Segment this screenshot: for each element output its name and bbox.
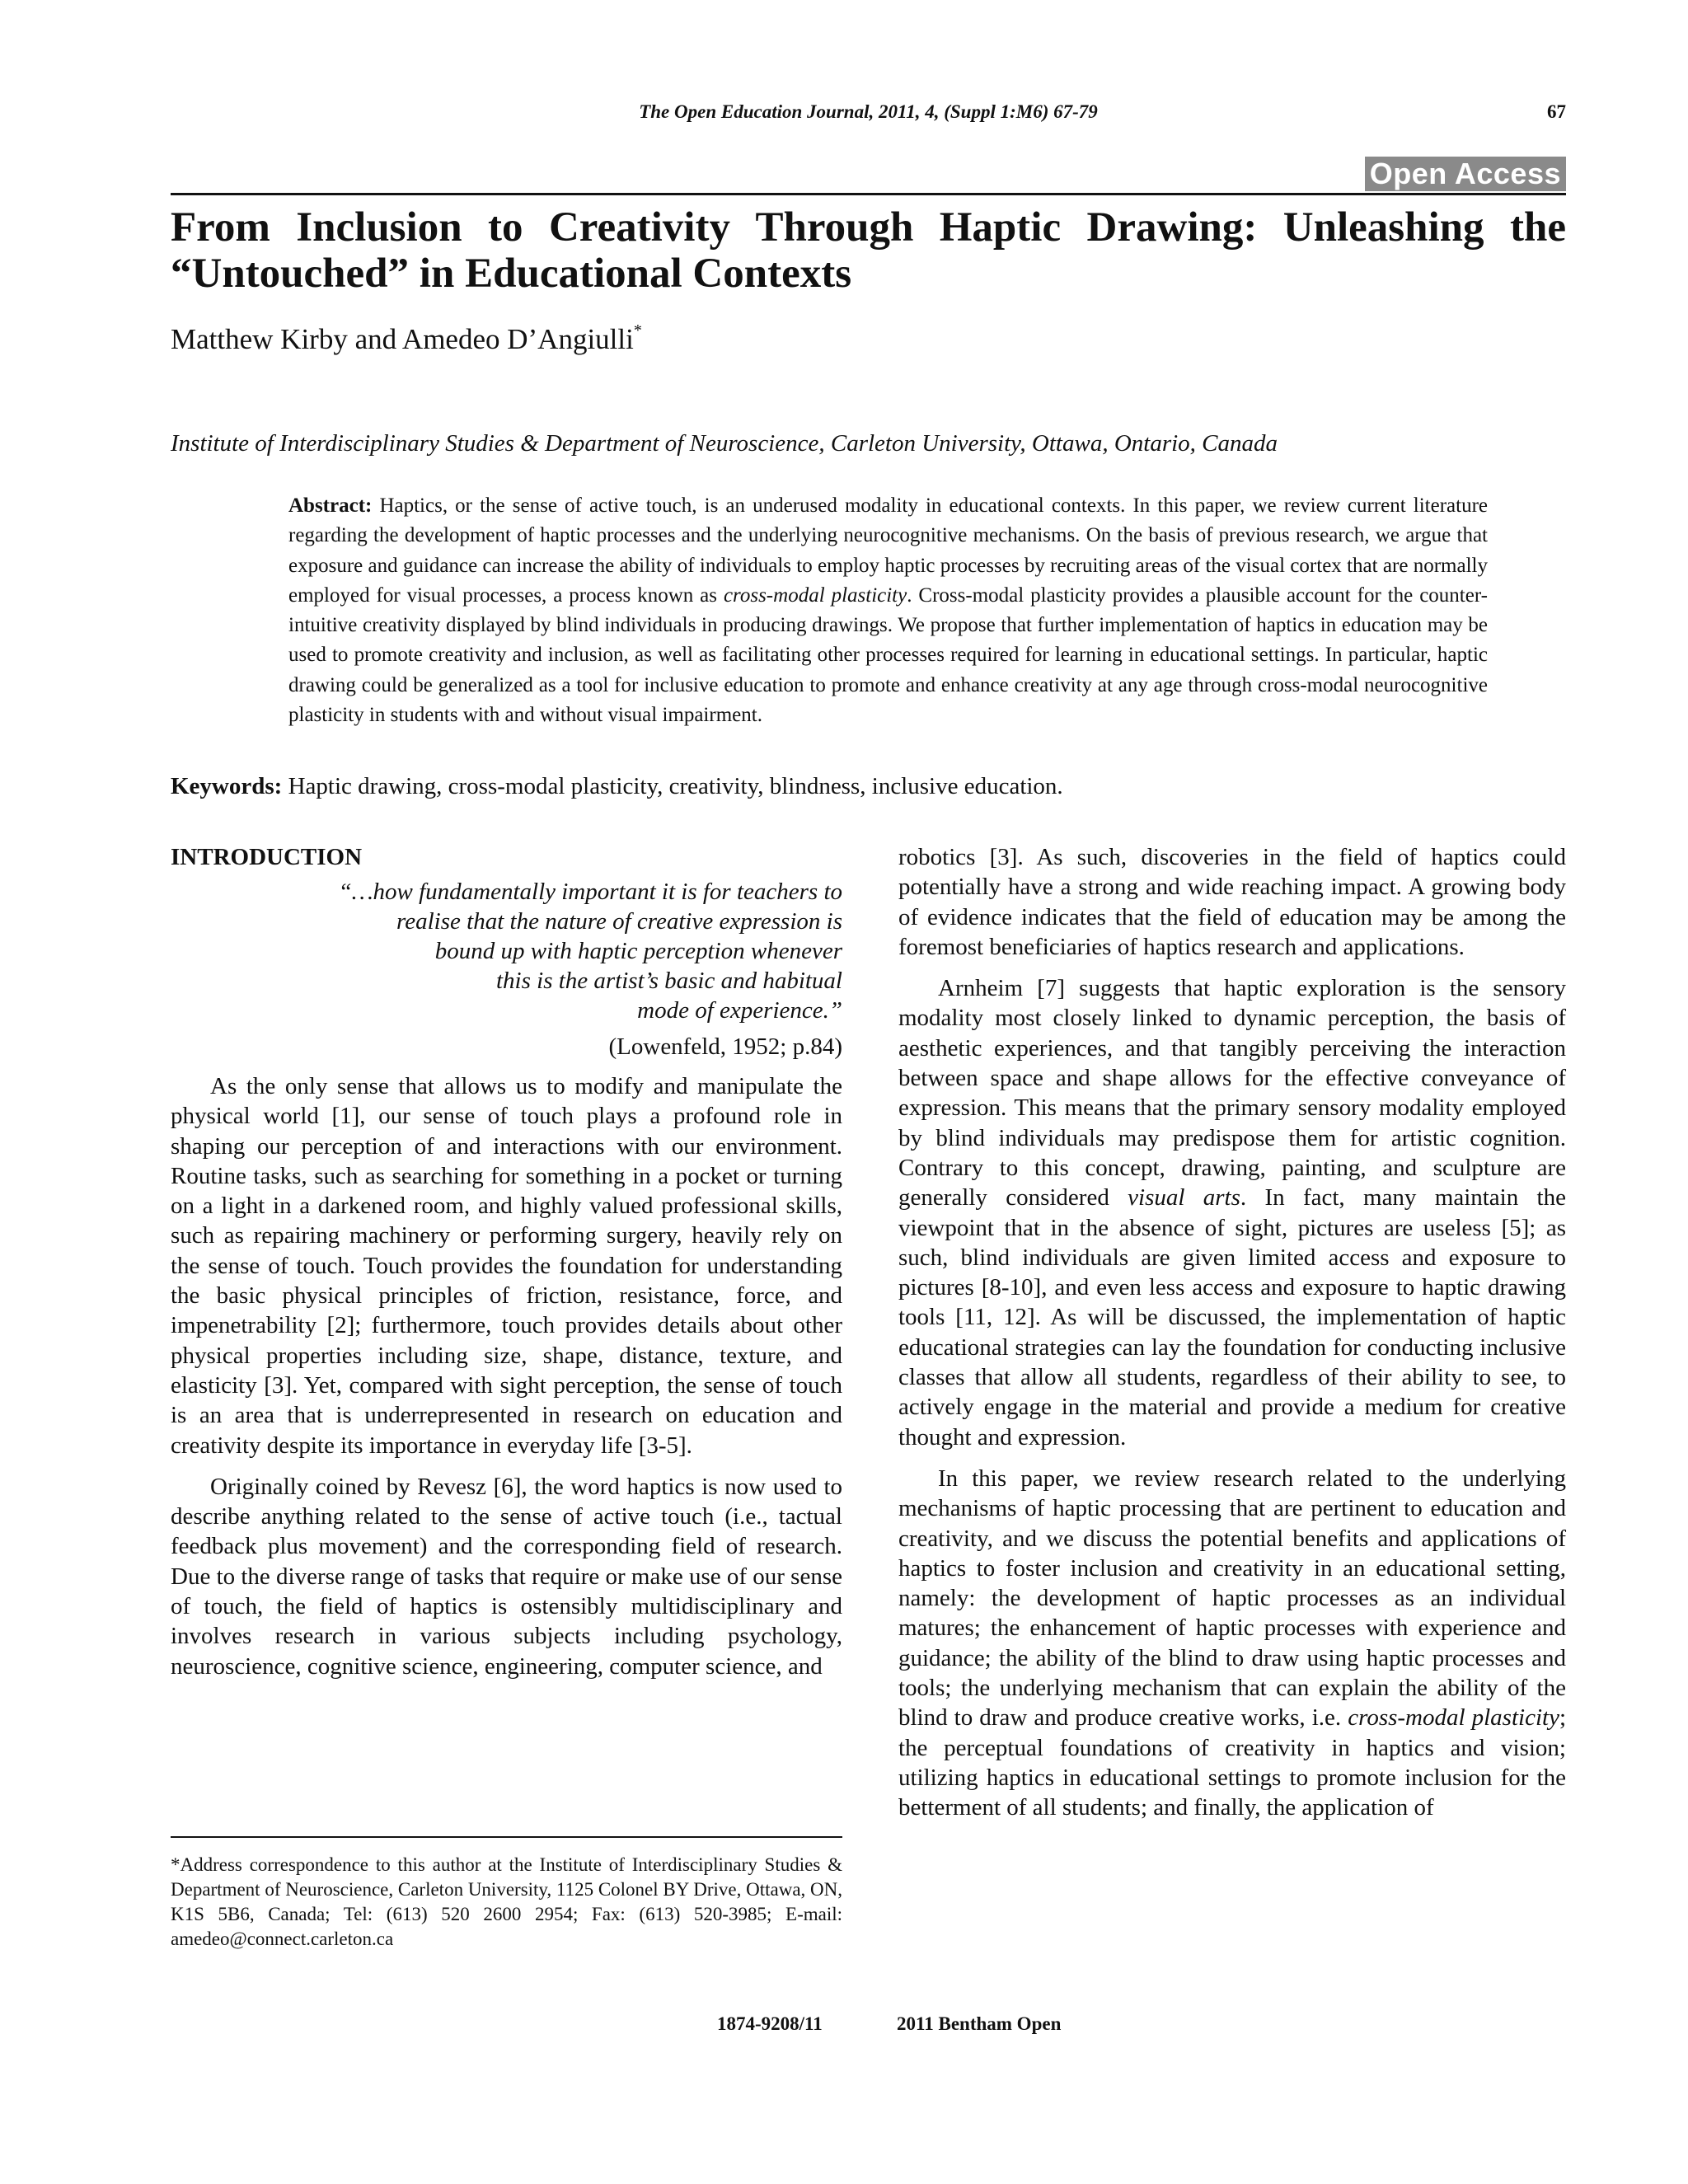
section-heading-introduction: INTRODUCTION <box>171 844 363 870</box>
abstract <box>288 491 1488 730</box>
footnote-rule <box>171 1836 842 1838</box>
para-text: In this paper, we review research related to the underlying mechanisms of haptic processing that are pertinent to education and creativity, and we discuss the potential benefits and applications of haptics to foster inclusion and creativity in an educational setting, namely: the development of haptic processes as an individual matures; the enhancement of haptic processes with experience and guidance; the ability of the blind to draw using haptic processes and tools; the underlying mechanism that can explain the ability of the blind to draw and produce creative works, i.e. <box>898 1465 1566 1732</box>
keywords <box>171 771 1566 801</box>
emphasis-visual-arts: visual arts <box>1128 1184 1240 1212</box>
epigraph-source: (Lowenfeld, 1952; p.84) <box>608 1033 842 1060</box>
author-list <box>171 321 642 358</box>
para-text: ; the perceptual foundations of creativity in haptics and vision; utilizing haptics in educational settings to promote inclusion for the betterment of all students; and finally, the application of <box>898 1704 1566 1821</box>
para-text: Arnheim [7] suggests that haptic exploration is the sensory modality most closely linked to dynamic perception, the basis of aesthetic experiences, and that tangibly perceiving the interaction between space and shape allows for the effective conveyance of expression. This means that the primary sensory modality employed by blind individuals may predispose them for artistic cognition. Contrary to this concept, drawing, painting, and sculpture are generally considered <box>898 975 1566 1212</box>
paper-title: From Inclusion to Creativity Through Haptic Drawing: Unleashing the “Untouched” in Educational Contexts <box>171 204 1566 297</box>
para-text: . In fact, many maintain the viewpoint that in the absence of sight, pictures are useless [5]; as such, blind individuals are given limited access and exposure to pictures [8-10], and even less access and exposure to haptic drawing tools [11, 12]. As will be discussed, the implementation of haptic educational strategies can lay the foundation for conducting inclusive classes that allow all students, regardless of their ability to see, to actively engage in the material and provide a medium for creative thought and expression. <box>898 1184 1566 1451</box>
open-access-badge: Open Access <box>1365 157 1566 191</box>
epigraph-line: mode of experience.” <box>637 997 842 1024</box>
intro-paragraph-1: As the only sense that allows us to modify and manipulate the physical world [1], our sense of touch plays a profound role in shaping our perception of and interactions with our environment. Routine tasks, such as searching for something in a pocket or turning on a light in a darkened room, and highly valued professional skills, such as repairing machinery or performing surgery, heavily rely on the sense of touch. Touch provides the foundation for understanding the basic physical principles of friction, resistance, force, and impenetrability [2]; furthermore, touch provides details about other physical properties including size, shape, distance, texture, and elasticity [3]. Yet, compared with sight perception, the sense of touch is an area that is underrepresented in research on education and creativity despite its importance in everyday life [3-5]. <box>171 1073 842 1459</box>
correspondence-footnote: *Address correspondence to this author at the Institute of Interdisciplinary Studies & Department of Neuroscience, Carleton University, 1125 Colonel BY Drive, Ottawa, ON, K1S 5B6, Canada; Tel: (613) 520 2600 2954; Fax: (613) 520-3985; E-mail: amedeo@connect.carleton.ca <box>171 1854 843 1949</box>
journal-citation: The Open Education Journal, 2011, 4, (Suppl 1:M6) 67-79 <box>639 101 1098 122</box>
page-number: 67 <box>1547 101 1566 122</box>
keywords-text: Haptic drawing, cross-modal plasticity, creativity, blindness, inclusive education. <box>282 773 1063 799</box>
footer-publisher: 2011 Bentham Open <box>897 2013 1062 2034</box>
header-rule <box>171 193 1566 195</box>
right-paragraph-overview <box>898 1464 1566 1823</box>
emphasis-cross-modal: cross-modal plasticity <box>1348 1704 1559 1732</box>
epigraph-line: this is the artist’s basic and habitual <box>495 968 842 994</box>
abstract-text-a: Haptics, or the sense of active touch, is an underused modality in educational contexts. In this paper, we review current literature regarding the development of haptic processes and the underlying neurocognitive mechanisms. On the basis of previous research, we argue that exposure and guidance can increase the ability of individuals to employ haptic processes by recruiting areas of the visual cortex that are normally employed for visual processes, a process known as <box>288 494 1488 607</box>
intro-paragraph-2: Originally coined by Revesz [6], the word haptics is now used to describe anything related to the sense of active touch (i.e., tactual feedback plus movement) and the corresponding field of research. Due to the diverse range of tasks that require or make use of our sense of touch, the field of haptics is ostensibly multidisciplinary and involves research in various subjects including psychology, neuroscience, cognitive science, engineering, computer science, and <box>171 1473 842 1680</box>
left-column <box>171 842 842 1693</box>
abstract-label: Abstract: <box>288 494 373 517</box>
corresponding-author-mark: * <box>633 321 642 340</box>
footer-issn: 1874-9208/11 <box>717 2013 823 2034</box>
epigraph <box>171 877 842 1025</box>
keywords-label: Keywords: <box>171 773 283 799</box>
epigraph-line: realise that the nature of creative expression is <box>396 908 842 935</box>
right-paragraph-arnheim <box>898 973 1566 1452</box>
epigraph-line: bound up with haptic perception whenever <box>434 938 842 964</box>
right-paragraph-continued: robotics [3]. As such, discoveries in the field of haptics could potentially have a strong and wide reaching impact. A growing body of evidence indicates that the field of education may be among the foremost beneficiaries of haptics research and applications. <box>898 844 1566 960</box>
epigraph-line: “…how fundamentally important it is for teachers to <box>338 879 842 905</box>
abstract-text-b: . Cross-modal plasticity provides a plausible account for the counter-intuitive creativity displayed by blind individuals in producing drawings. We propose that further implementation of haptics in education may be used to promote creativity and inclusion, as well as facilitating other processes required for learning in educational settings. In particular, haptic drawing could be generalized as a tool for inclusive education to promote and enhance creativity at any age through cross-modal neurocognitive plasticity in students with and without visual impairment. <box>288 583 1489 727</box>
affiliation: Institute of Interdisciplinary Studies & Department of Neuroscience, Carleton University, Ottawa, Ontario, Canada <box>171 430 1278 457</box>
right-column <box>898 842 1566 1835</box>
abstract-term: cross-modal plasticity <box>723 583 907 607</box>
author-names: Matthew Kirby and Amedeo D’Angiulli <box>171 323 634 355</box>
